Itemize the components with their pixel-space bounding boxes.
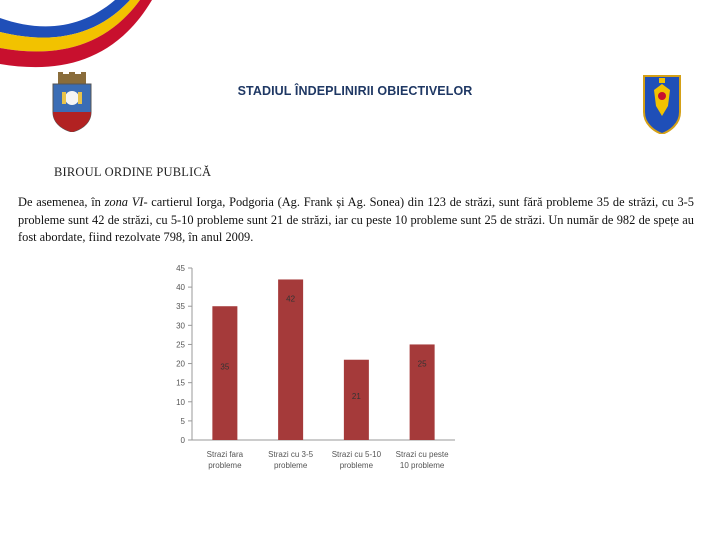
y-tick-label: 40 [176, 283, 185, 293]
police-emblem-icon [640, 72, 684, 134]
x-tick-label: 10 probleme [399, 461, 445, 470]
y-tick-label: 5 [180, 416, 185, 426]
flag-ribbon [0, 0, 720, 80]
data-label: 21 [351, 391, 361, 401]
paragraph-lead: De asemenea, în [18, 195, 105, 209]
x-tick-label: probleme [208, 461, 242, 470]
paragraph-text: - cartierul Iorga, Podgoria (Ag. Frank și Ag. Sonea) din 123 de străzi, sunt fără probleme 35 de străzi, cu 3-5 probleme sunt 42 de străzi, cu 5-10 probleme sunt 21 de străzi, iar cu peste 10 probleme sunt 25 de străzi. Un număr de 982 de spețe au fost abordate, fiind rezolvate 798, în anul 2009. [18, 195, 694, 244]
y-tick-label: 20 [176, 359, 185, 369]
x-tick-label: Strazi cu 5-10 [331, 450, 382, 459]
y-tick-label: 0 [180, 436, 185, 445]
bar-chart [160, 258, 460, 488]
page-title: STADIUL ÎNDEPLINIRII OBIECTIVELOR [237, 84, 473, 98]
section-heading: BIROUL ORDINE PUBLICĂ [54, 165, 212, 179]
data-label: 42 [286, 294, 296, 304]
y-tick-label: 25 [176, 340, 185, 350]
x-tick-label: probleme [273, 461, 308, 470]
body-paragraph [18, 194, 694, 247]
y-tick-label: 15 [176, 378, 185, 388]
y-tick-label: 10 [176, 397, 185, 407]
bar [278, 279, 303, 440]
x-tick-label: probleme [339, 461, 374, 470]
bar [212, 306, 237, 440]
paragraph-zone: zona VI [104, 195, 144, 209]
y-tick-label: 45 [176, 264, 185, 273]
y-tick-label: 30 [176, 321, 185, 331]
x-tick-label: Strazi cu 3-5 [268, 450, 314, 459]
data-label: 25 [417, 359, 427, 369]
city-coat-of-arms-icon [50, 72, 94, 132]
data-label: 35 [220, 362, 230, 372]
x-tick-label: Strazi cu peste [395, 450, 449, 459]
y-tick-label: 35 [176, 302, 185, 312]
x-tick-label: Strazi fara [206, 450, 244, 459]
